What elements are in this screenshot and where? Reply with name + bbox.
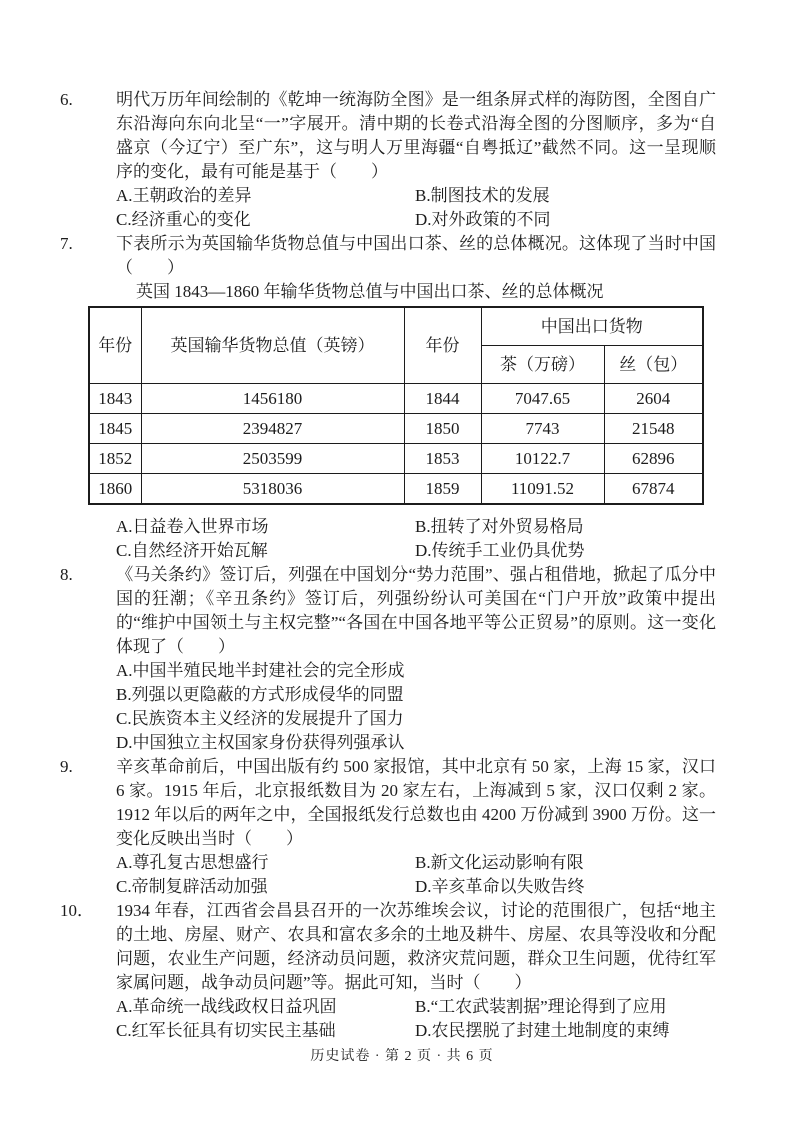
- question-number: 9.: [60, 757, 73, 776]
- question-7-stem: [60, 232, 716, 280]
- option-d: D.对外政策的不同: [415, 210, 551, 229]
- table-row: [89, 414, 703, 444]
- table-cell: 1843: [89, 384, 141, 414]
- table-cell: 1844: [404, 384, 481, 414]
- question-number: 8.: [60, 565, 73, 584]
- question-number: 10．: [60, 901, 94, 920]
- question-6-options: [88, 184, 716, 232]
- question-10: [60, 899, 716, 1043]
- table-header-china-exports: 中国出口货物: [481, 307, 703, 346]
- question-number: 6.: [60, 90, 73, 109]
- question-6-stem: [60, 88, 716, 184]
- option-d: D.辛亥革命以失败告终: [415, 877, 585, 896]
- question-stem-text: 下表所示为英国输华货物总值与中国出口茶、丝的总体概况。这体现了当时中国（ ）: [116, 234, 716, 277]
- table-cell: 67874: [604, 474, 703, 505]
- option-c: C.民族资本主义经济的发展提升了国力: [116, 709, 404, 728]
- option-b: B.“工农武装割据”理论得到了应用: [415, 997, 667, 1016]
- table-header-year-left: 年份: [89, 307, 141, 384]
- question-8: [60, 563, 716, 755]
- question-9-options: [88, 851, 716, 899]
- option-b: B.制图技术的发展: [415, 186, 550, 205]
- table-7: [88, 306, 704, 505]
- question-10-options: [88, 995, 716, 1043]
- table-title: 英国 1843—1860 年输华货物总值与中国出口茶、丝的总体概况: [136, 282, 604, 301]
- question-stem-text: 明代万历年间绘制的《乾坤一统海防全图》是一组条屏式样的海防图，全图自广东沿海向东向北呈“一”字展开。清中期的长卷式沿海全图的分图顺序，多为“自盛京（今辽宁）至广东”，这与明人万里海疆“自粤抵辽”截然不同。这一呈现顺序的变化，最有可能是基于（ ）: [116, 90, 716, 181]
- option-a: A.革命统一战线政权日益巩固: [116, 997, 337, 1016]
- table-cell: 1859: [404, 474, 481, 505]
- table-cell: 2394827: [141, 414, 404, 444]
- table-row: [89, 444, 703, 474]
- question-7-options: [88, 515, 716, 563]
- table-cell: 21548: [604, 414, 703, 444]
- table-cell: 10122.7: [481, 444, 604, 474]
- option-a: A.日益卷入世界市场: [116, 517, 269, 536]
- table-header-tea: 茶（万磅）: [481, 346, 604, 384]
- option-b: B.列强以更隐蔽的方式形成侵华的同盟: [116, 685, 404, 704]
- option-c: C.自然经济开始瓦解: [116, 541, 268, 560]
- table-header-year-right: 年份: [404, 307, 481, 384]
- question-7: [60, 232, 716, 563]
- option-c: C.帝制复辟活动加强: [116, 877, 268, 896]
- option-d: D.中国独立主权国家身份获得列强承认: [116, 733, 405, 752]
- option-c: C.红军长征具有切实民主基础: [116, 1021, 336, 1040]
- table-header-uk-exports: 英国输华货物总值（英镑）: [141, 307, 404, 384]
- table-header-silk: 丝（包）: [604, 346, 703, 384]
- option-a: A.中国半殖民地半封建社会的完全形成: [116, 661, 405, 680]
- question-8-options: [88, 659, 716, 755]
- table-cell: 2604: [604, 384, 703, 414]
- table-cell: 7047.65: [481, 384, 604, 414]
- page-footer: 历史试卷 · 第 2 页 · 共 6 页: [310, 1049, 494, 1064]
- table-cell: 1860: [89, 474, 141, 505]
- table-cell: 5318036: [141, 474, 404, 505]
- question-stem-text: 《马关条约》签订后，列强在中国划分“势力范围”、强占租借地，掀起了瓜分中国的狂潮；《辛丑条约》签订后，列强纷纷认可美国在“门户开放”政策中提出的“维护中国领土与主权完整”“各国在中国各地平等公正贸易”的原则。这一变化体现了（ ）: [116, 565, 716, 656]
- option-d: D.农民摆脱了封建土地制度的束缚: [415, 1021, 670, 1040]
- table-cell: 1850: [404, 414, 481, 444]
- option-a: A.王朝政治的差异: [116, 186, 252, 205]
- question-8-stem: [60, 563, 716, 659]
- table-row: [89, 384, 703, 414]
- question-6: [60, 88, 716, 232]
- table-cell: 1853: [404, 444, 481, 474]
- table-row: [89, 474, 703, 505]
- option-c: C.经济重心的变化: [116, 210, 251, 229]
- table-header-row-1: [89, 307, 703, 346]
- question-number: 7.: [60, 234, 73, 253]
- question-10-stem: [60, 899, 716, 995]
- question-9: [60, 755, 716, 899]
- option-b: B.新文化运动影响有限: [415, 853, 584, 872]
- option-a: A.尊孔复古思想盛行: [116, 853, 269, 872]
- table-cell: 7743: [481, 414, 604, 444]
- table-cell: 62896: [604, 444, 703, 474]
- table-cell: 1852: [89, 444, 141, 474]
- table-cell: 1845: [89, 414, 141, 444]
- table-cell: 11091.52: [481, 474, 604, 505]
- option-b: B.扭转了对外贸易格局: [415, 517, 584, 536]
- option-d: D.传统手工业仍具优势: [415, 541, 585, 560]
- question-9-stem: [60, 755, 716, 851]
- table-cell: 2503599: [141, 444, 404, 474]
- question-stem-text: 1934 年春，江西省会昌县召开的一次苏维埃会议，讨论的范围很广，包括“地主的土地、房屋、财产、农具和富农多余的土地及耕牛、房屋、农具等没收和分配问题，农业生产问题，经济动员问题，救济灾荒问题，群众卫生问题，优待红军家属问题，战争动员问题”等。据此可知，当时（ ）: [116, 901, 716, 992]
- table-cell: 1456180: [141, 384, 404, 414]
- question-stem-text: 辛亥革命前后，中国出版有约 500 家报馆，其中北京有 50 家，上海 15 家，汉口 6 家。1915 年后，北京报纸数目为 20 家左右，上海减到 5 家，汉口仅剩 2 家。1912 年以后的两年之中，全国报纸发行总数也由 4200 万份减到 3900 万份。这一变化反映出当时（ ）: [116, 757, 716, 848]
